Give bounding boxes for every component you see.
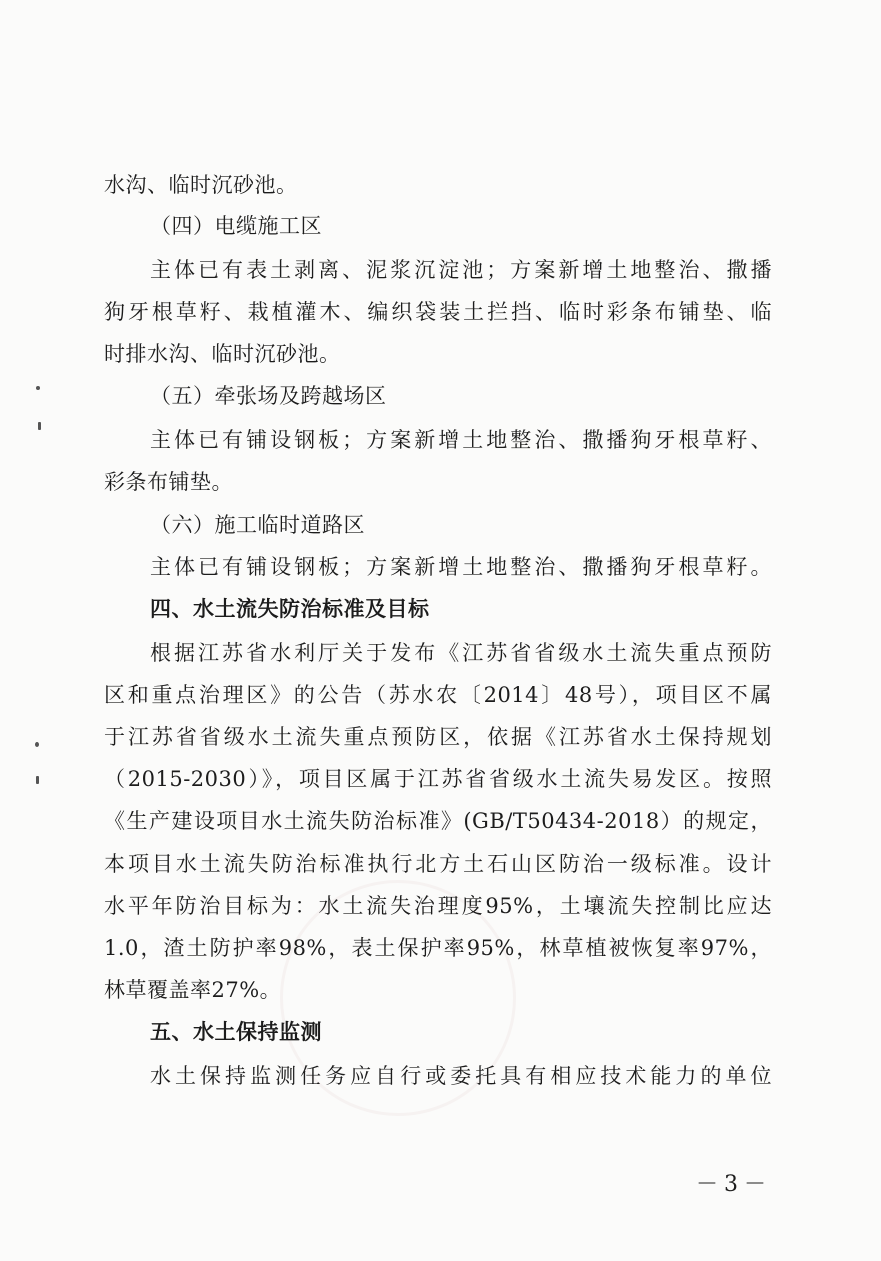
body-text-line: 狗牙根草籽、栽植灌木、编织袋装土拦挡、临时彩条布铺垫、临 (104, 300, 772, 324)
subsection-title: （四）电缆施工区 (150, 214, 322, 238)
body-text-line: 《生产建设项目水土流失防治标准》(GB/T50434-2018）的规定， (104, 809, 772, 833)
body-text-line: 彩条布铺垫。 (104, 470, 233, 494)
body-text-line: （2015-2030）》，项目区属于江苏省省级水土流失易发区。按照 (104, 767, 772, 791)
body-text-line: 主体已有铺设钢板；方案新增土地整治、撒播狗牙根草籽。 (150, 555, 772, 579)
body-text-line: 时排水沟、临时沉砂池。 (104, 342, 341, 366)
section-heading: 五、水土保持监测 (150, 1020, 322, 1044)
body-text-line: 区和重点治理区》的公告（苏水农〔2014〕48号），项目区不属 (104, 683, 772, 707)
scan-speck (38, 422, 41, 430)
body-text-line: 水平年防治目标为：水土流失治理度95%，土壤流失控制比应达 (104, 894, 772, 918)
scan-speck (36, 386, 40, 390)
body-text-line: 水土保持监测任务应自行或委托具有相应技术能力的单位 (150, 1064, 772, 1088)
subsection-title: （五）牵张场及跨越场区 (150, 384, 387, 408)
body-text-line: 根据江苏省水利厅关于发布《江苏省省级水土流失重点预防 (150, 641, 772, 665)
page-number: －3－ (696, 1172, 772, 1197)
body-text-line: 于江苏省省级水土流失重点预防区，依据《江苏省水土保持规划 (104, 725, 772, 749)
body-text-line: 主体已有铺设钢板；方案新增土地整治、撒播狗牙根草籽、 (150, 428, 772, 452)
section-heading: 四、水土流失防治标准及目标 (150, 597, 430, 621)
subsection-title: （六）施工临时道路区 (150, 513, 365, 537)
body-text-line: 主体已有表土剥离、泥浆沉淀池；方案新增土地整治、撒播 (150, 258, 772, 282)
body-text-line: 林草覆盖率27%。 (104, 978, 282, 1002)
scan-speck (36, 776, 39, 784)
scan-speck (35, 742, 39, 747)
body-text-line: 水沟、临时沉砂池。 (104, 173, 298, 197)
body-text-line: 本项目水土流失防治标准执行北方土石山区防治一级标准。设计 (104, 852, 772, 876)
body-text-line: 1.0，渣土防护率98%，表土保护率95%，林草植被恢复率97%， (104, 936, 772, 960)
